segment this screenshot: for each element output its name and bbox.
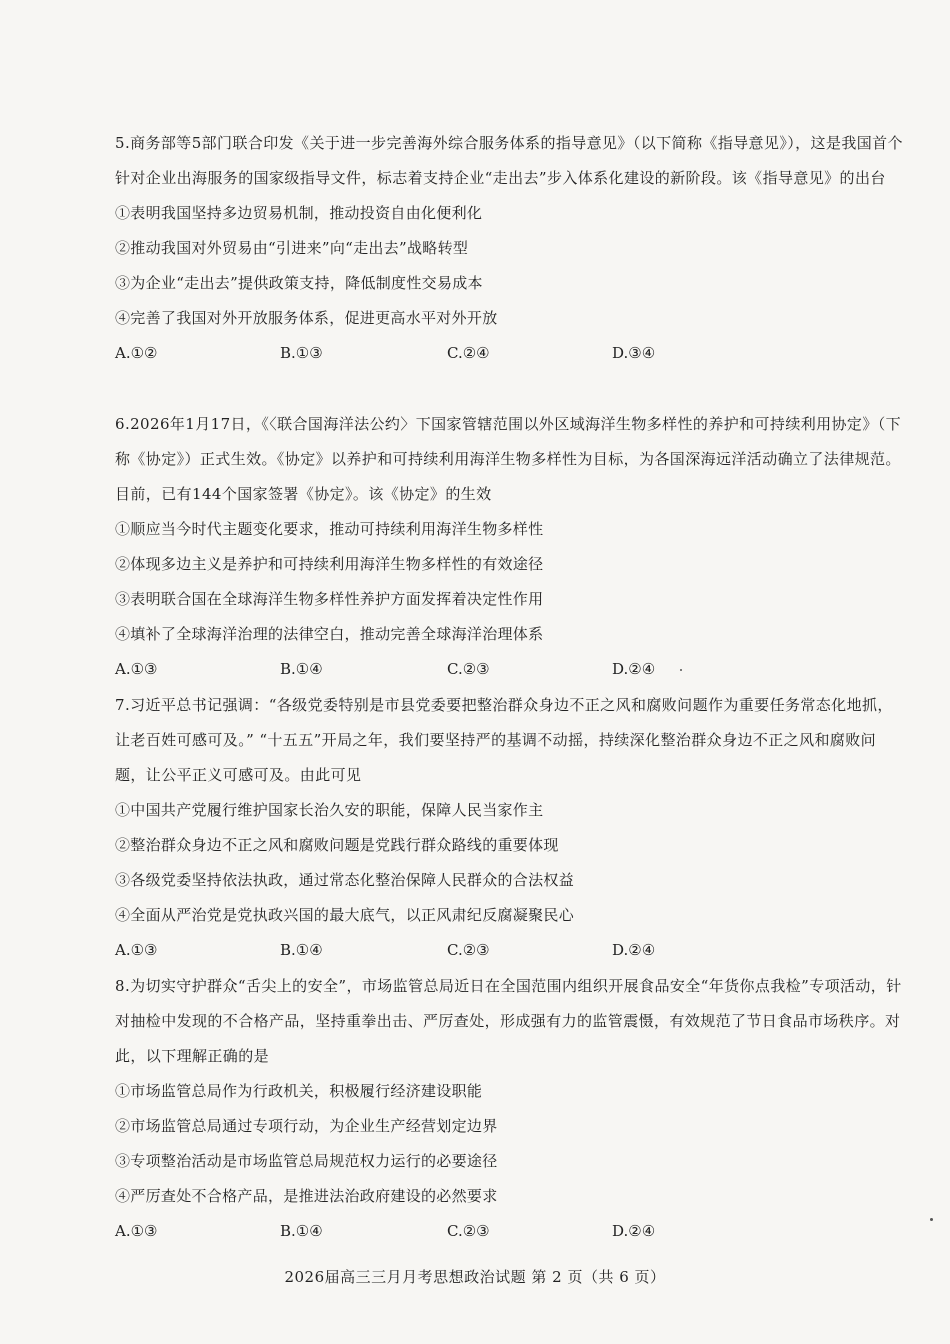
- choice-b: B.①③: [280, 344, 323, 362]
- question-6: [115, 407, 905, 687]
- option-item: ①市场监管总局作为行政机关，积极履行经济建设职能: [115, 1082, 483, 1100]
- answer-choices: [115, 336, 905, 371]
- option-item: ②市场监管总局通过专项行动，为企业生产经营划定边界: [115, 1117, 498, 1135]
- option-item: ②推动我国对外贸易由“引进来”向“走出去”战略转型: [115, 239, 469, 257]
- option-item: ③为企业“走出去”提供政策支持，降低制度性交易成本: [115, 274, 483, 292]
- choice-d: D.②④: [612, 660, 656, 678]
- question-stem: 8.为切实守护群众“舌尖上的安全”，市场监管总局近日在全国范围内组织开展食品安全“年货你点我检”专项活动，针对抽检中发现的不合格产品，坚持重拳出击、严厉查处，形成强有力的监管震慑，有效规范了节日食品市场秩序。对此，以下理解正确的是: [115, 977, 902, 1065]
- page-footer: 2026届高三三月月考思想政治试题 第 2 页（共 6 页）: [284, 1268, 666, 1286]
- choice-d: D.③④: [612, 344, 656, 362]
- question-8: [115, 969, 905, 1249]
- choice-c: C.②③: [447, 660, 490, 678]
- option-item: ③表明联合国在全球海洋生物多样性养护方面发挥着决定性作用: [115, 590, 544, 608]
- option-item: ①顺应当今时代主题变化要求，推动可持续利用海洋生物多样性: [115, 520, 544, 538]
- option-item: ②体现多边主义是养护和可持续利用海洋生物多样性的有效途径: [115, 555, 544, 573]
- answer-choices: [115, 933, 905, 968]
- choice-a: A.①③: [115, 660, 158, 678]
- question-stem: 5.商务部等5部门联合印发《关于进一步完善海外综合服务体系的指导意见》（以下简称《指导意见》），这是我国首个针对企业出海服务的国家级指导文件，标志着支持企业“走出去”步入体系化建设的新阶段。该《指导意见》的出台: [115, 134, 903, 187]
- question-7: [115, 688, 905, 968]
- question-stem: 6.2026年1月17日，《〈联合国海洋法公约〉下国家管辖范围以外区域海洋生物多样性的养护和可持续利用协定》（下称《协定》）正式生效。《协定》以养护和可持续利用海洋生物多样性为目标，为各国深海远洋活动确立了法律规范。目前，已有144个国家签署《协定》。该《协定》的生效: [115, 415, 902, 503]
- choice-b: B.①④: [280, 1222, 323, 1240]
- question-stem: 7.习近平总书记强调：“各级党委特别是市县党委要把整治群众身边不正之风和腐败问题作为重要任务常态化地抓，让老百姓可感可及。” “十五五”开局之年，我们要坚持严的基调不动摇，持续深化整治群众身边不正之风和腐败问题，让公平正义可感可及。由此可见: [115, 696, 893, 784]
- answer-choices: [115, 652, 905, 687]
- choice-d: D.②④: [612, 1222, 656, 1240]
- choice-a: A.①③: [115, 1222, 158, 1240]
- choice-c: C.②③: [447, 1222, 490, 1240]
- option-item: ②整治群众身边不正之风和腐败问题是党践行群众路线的重要体现: [115, 836, 559, 854]
- choice-c: C.②③: [447, 941, 490, 959]
- choice-a: A.①③: [115, 941, 158, 959]
- option-item: ④完善了我国对外开放服务体系，促进更高水平对外开放: [115, 309, 498, 327]
- option-item: ①中国共产党履行维护国家长治久安的职能，保障人民当家作主: [115, 801, 544, 819]
- choice-c: C.②④: [447, 344, 490, 362]
- choice-d: D.②④: [612, 941, 656, 959]
- option-item: ④全面从严治党是党执政兴国的最大底气，以正风肃纪反腐凝聚民心: [115, 906, 575, 924]
- option-item: ④填补了全球海洋治理的法律空白，推动完善全球海洋治理体系: [115, 625, 544, 643]
- choice-b: B.①④: [280, 941, 323, 959]
- option-item: ①表明我国坚持多边贸易机制，推动投资自由化便利化: [115, 204, 483, 222]
- answer-choices: [115, 1214, 905, 1249]
- option-item: ④严厉查处不合格产品，是推进法治政府建设的必然要求: [115, 1187, 498, 1205]
- option-item: ③专项整治活动是市场监管总局规范权力运行的必要途径: [115, 1152, 498, 1170]
- question-5: [115, 126, 905, 371]
- option-item: ③各级党委坚持依法执政，通过常态化整治保障人民群众的合法权益: [115, 871, 575, 889]
- choice-a: A.①②: [115, 344, 158, 362]
- scan-speck: [930, 1218, 933, 1221]
- scan-speck: [680, 669, 682, 671]
- choice-b: B.①④: [280, 660, 323, 678]
